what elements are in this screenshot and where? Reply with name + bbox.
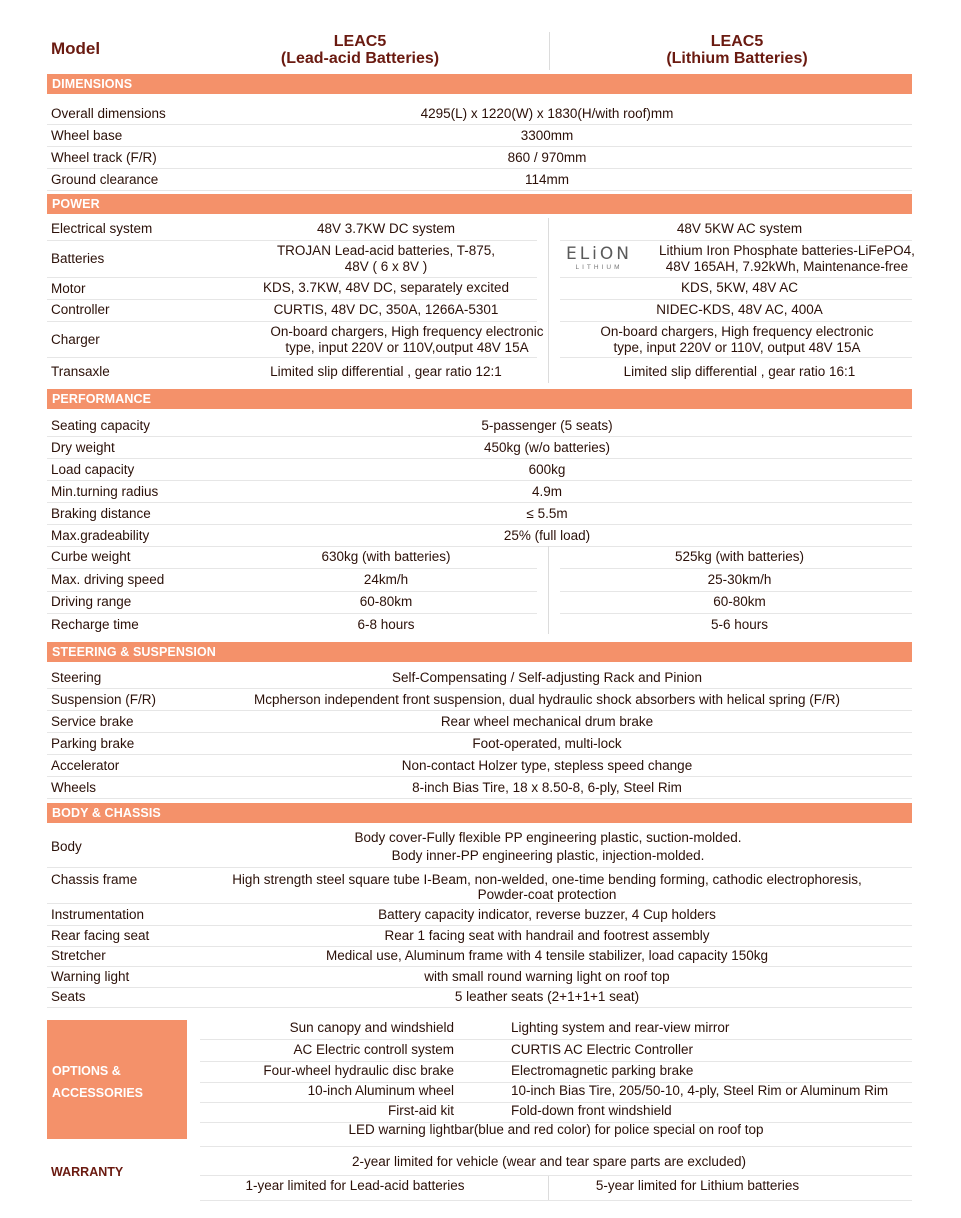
row-value: with small round warning light on roof top <box>424 968 670 984</box>
lith-value: 525kg (with batteries) <box>674 549 805 564</box>
row-value: Battery capacity indicator, reverse buzzer, 4 Cup holders <box>378 907 716 922</box>
row-value: 114mm <box>524 172 569 187</box>
row-batteries <box>47 241 915 278</box>
steering-row <box>47 777 912 799</box>
lead-value: 24km/h <box>363 571 409 587</box>
lead-value: KDS, 3.7KW, 48V DC, separately excited <box>262 280 510 295</box>
row-transaxle <box>47 358 912 384</box>
row-value: 3300mm <box>520 128 574 143</box>
row-label: Driving range <box>51 594 132 609</box>
performance-row <box>47 459 912 481</box>
row-label: Seats <box>51 989 86 1004</box>
row-label: Rear facing seat <box>51 927 150 943</box>
row-label: Instrumentation <box>51 907 145 922</box>
model-label: Model <box>51 39 101 58</box>
performance-divider <box>548 546 549 634</box>
section-power: POWER <box>47 194 912 214</box>
lith-value-line1: On-board chargers, High frequency electronic <box>600 324 874 339</box>
steering-row <box>47 711 912 733</box>
row-label: Service brake <box>51 714 134 729</box>
row-label: Max. driving speed <box>51 571 165 587</box>
lith-value-line1: Lithium Iron Phosphate batteries-LiFePO4, <box>659 243 915 258</box>
steering-row <box>47 689 912 711</box>
lead-value: 48V 3.7KW DC system <box>316 221 456 236</box>
body-row <box>47 967 912 988</box>
section-performance: PERFORMANCE <box>47 389 912 409</box>
row-label: Electrical system <box>51 221 153 236</box>
steering-row <box>47 755 912 777</box>
warranty-lith: 5-year limited for Lithium batteries <box>595 1178 800 1193</box>
lith-value-line2: 48V 165AH, 7.92kWh, Maintenance-free <box>665 259 909 274</box>
col-lith-title-line1: LEAC5 <box>710 33 764 50</box>
warranty-vehicle: 2-year limited for vehicle (wear and tear spare parts are excluded) <box>352 1154 746 1169</box>
lith-value: NIDEC-KDS, 48V AC, 400A <box>656 302 823 317</box>
lead-value-line1: On-board chargers, High frequency electronic <box>270 324 544 339</box>
lith-value <box>587 324 887 356</box>
body-row <box>47 905 912 926</box>
row-value-line1: High strength steel square tube I-Beam, non-welded, one-time bending forming, cathodic electrophoresis, <box>232 872 862 887</box>
row-label: Ground clearance <box>51 172 159 187</box>
row-value: 600kg <box>528 462 566 477</box>
dimension-row <box>47 169 912 191</box>
row-controller <box>47 300 912 321</box>
row-label: Body <box>51 839 82 854</box>
warranty-divider <box>548 1176 549 1200</box>
dimension-row <box>47 103 912 125</box>
performance-row <box>47 503 912 525</box>
steering-row <box>47 733 912 755</box>
performance-split-row <box>47 546 912 568</box>
lead-value: 60-80km <box>359 594 413 609</box>
row-value <box>187 872 907 902</box>
row-label: Dry weight <box>51 440 115 455</box>
row-label: Load capacity <box>51 462 135 477</box>
row-label: Batteries <box>51 251 105 266</box>
row-label: Charger <box>51 332 100 347</box>
row-label: Steering <box>51 670 102 685</box>
option-right: 10-inch Bias Tire, 205/50-10, 4-ply, Steel Rim or Aluminum Rim <box>511 1083 889 1098</box>
dimension-row <box>47 147 912 169</box>
lead-value-line1: TROJAN Lead-acid batteries, T-875, <box>276 243 496 258</box>
row-value-line2: Powder-coat protection <box>477 887 617 902</box>
row-value: ≤ 5.5m <box>526 506 568 521</box>
row-value: 4.9m <box>531 484 562 499</box>
dimension-row <box>47 125 912 147</box>
row-chassis <box>47 868 912 904</box>
options-last: LED warning lightbar(blue and red color) for police special on roof top <box>348 1122 764 1137</box>
power-divider <box>548 218 549 383</box>
col-lith-title-line2: (Lithium Batteries) <box>666 50 808 67</box>
option-right: CURTIS AC Electric Controller <box>511 1042 694 1057</box>
row-value: 25% (full load) <box>503 528 591 543</box>
row-label: Curbe weight <box>51 549 131 564</box>
row-value: Mcpherson independent front suspension, dual hydraulic shock absorbers with helical spring (F/R) <box>253 692 841 707</box>
row-label: Recharge time <box>51 616 139 632</box>
performance-row <box>47 525 912 547</box>
row-value: Foot-operated, multi-lock <box>472 736 622 751</box>
elion-logo <box>565 245 633 273</box>
lith-value: Limited slip differential , gear ratio 16:1 <box>623 364 856 379</box>
col-lith-title <box>597 33 877 67</box>
row-label: Controller <box>51 302 110 317</box>
row-label: Motor <box>51 281 86 296</box>
performance-split-row <box>47 591 912 613</box>
row-label: Wheel track (F/R) <box>51 150 157 165</box>
options-label-box <box>47 1020 187 1139</box>
col-lead-title <box>220 33 500 67</box>
option-left: 10-inch Aluminum wheel <box>307 1083 454 1098</box>
row-label: Wheel base <box>51 128 123 143</box>
row-value: Non-contact Holzer type, stepless speed change <box>401 758 693 773</box>
row-value: 8-inch Bias Tire, 18 x 8.50-8, 6-ply, Steel Rim <box>412 780 682 795</box>
row-label: Warning light <box>51 968 130 984</box>
lead-value: 6-8 hours <box>357 616 415 632</box>
row-body <box>47 826 912 868</box>
option-right: Fold-down front windshield <box>511 1103 672 1118</box>
warranty-lead: 1-year limited for Lead-acid batteries <box>245 1178 465 1193</box>
row-label: Accelerator <box>51 758 120 773</box>
row-label: Seating capacity <box>51 418 151 433</box>
row-value: 5 leather seats (2+1+1+1 seat) <box>454 989 640 1004</box>
lith-value-line2: type, input 220V or 110V, output 48V 15A <box>613 340 861 355</box>
lead-value: 630kg (with batteries) <box>321 549 451 564</box>
row-label: Chassis frame <box>51 872 138 887</box>
lith-value: 5-6 hours <box>710 616 769 632</box>
option-left: First-aid kit <box>387 1103 454 1118</box>
lith-value <box>637 243 937 275</box>
lead-value: CURTIS, 48V DC, 350A, 1266A-5301 <box>273 302 499 317</box>
option-right: Lighting system and rear-view mirror <box>511 1020 730 1035</box>
warranty-label: WARRANTY <box>51 1165 124 1179</box>
options-label <box>52 1060 143 1104</box>
body-row <box>47 946 912 967</box>
lead-value-line2: 48V ( 6 x 8V ) <box>344 259 428 274</box>
lead-value-line2: type, input 220V or 110V,output 48V 15A <box>285 340 529 355</box>
options-label-line1: OPTIONS & <box>52 1064 121 1078</box>
section-dimensions: DIMENSIONS <box>47 74 912 94</box>
header-divider <box>549 32 550 70</box>
performance-row <box>47 481 912 503</box>
row-value: 860 / 970mm <box>507 150 587 165</box>
lead-value: Limited slip differential , gear ratio 12:1 <box>270 364 502 379</box>
row-label: Max.gradeability <box>51 528 150 543</box>
row-charger <box>47 322 912 358</box>
performance-split-row <box>47 569 912 591</box>
lith-value: 60-80km <box>713 594 766 609</box>
section-steering: STEERING & SUSPENSION <box>47 642 912 662</box>
row-value: Self-Compensating / Self-adjusting Rack and Pinion <box>392 670 702 685</box>
option-left: Sun canopy and windshield <box>289 1020 454 1035</box>
lith-value: 48V 5KW AC system <box>676 221 803 236</box>
row-label: Transaxle <box>51 364 110 379</box>
row-electrical <box>47 218 912 240</box>
body-row <box>47 926 912 947</box>
row-value: Rear wheel mechanical drum brake <box>440 714 654 729</box>
elion-logo-text: ELiON <box>565 244 633 264</box>
elion-logo-sub: LITHIUM <box>575 264 623 271</box>
row-label: Braking distance <box>51 506 151 521</box>
performance-row <box>47 415 912 437</box>
col-lead-title-line2: (Lead-acid Batteries) <box>280 50 440 67</box>
body-row <box>47 987 912 1008</box>
steering-row <box>47 667 912 689</box>
row-motor <box>47 278 912 299</box>
performance-split-row <box>47 614 912 636</box>
performance-row <box>47 437 912 459</box>
row-value-line2: Body inner-PP engineering plastic, injection-molded. <box>391 848 705 863</box>
row-value: 450kg (w/o batteries) <box>483 440 611 455</box>
row-value: 4295(L) x 1220(W) x 1830(H/with roof)mm <box>420 106 674 121</box>
options-label-line2: ACCESSORIES <box>52 1086 143 1100</box>
row-label: Suspension (F/R) <box>51 692 157 707</box>
lead-value <box>237 243 535 275</box>
option-right: Electromagnetic parking brake <box>511 1063 694 1078</box>
section-body: BODY & CHASSIS <box>47 803 912 823</box>
row-label: Min.turning radius <box>51 484 159 499</box>
lith-value: KDS, 5KW, 48V AC <box>680 280 799 295</box>
row-label: Wheels <box>51 780 97 795</box>
row-label: Parking brake <box>51 736 135 751</box>
row-value-line1: Body cover-Fully flexible PP engineering plastic, suction-molded. <box>354 830 742 845</box>
row-label: Overall dimensions <box>51 106 166 121</box>
lith-value: 25-30km/h <box>707 571 772 587</box>
row-value: Rear 1 facing seat with handrail and footrest assembly <box>384 927 710 943</box>
lead-value <box>257 324 557 356</box>
row-label: Stretcher <box>51 948 106 963</box>
option-left: Four-wheel hydraulic disc brake <box>263 1063 454 1078</box>
row-value <box>237 829 859 865</box>
col-lead-title-line1: LEAC5 <box>333 33 387 50</box>
row-value: Medical use, Aluminum frame with 4 tensile stabilizer, load capacity 150kg <box>326 948 768 963</box>
row-value: 5-passenger (5 seats) <box>481 418 613 433</box>
option-left: AC Electric controll system <box>293 1042 454 1057</box>
